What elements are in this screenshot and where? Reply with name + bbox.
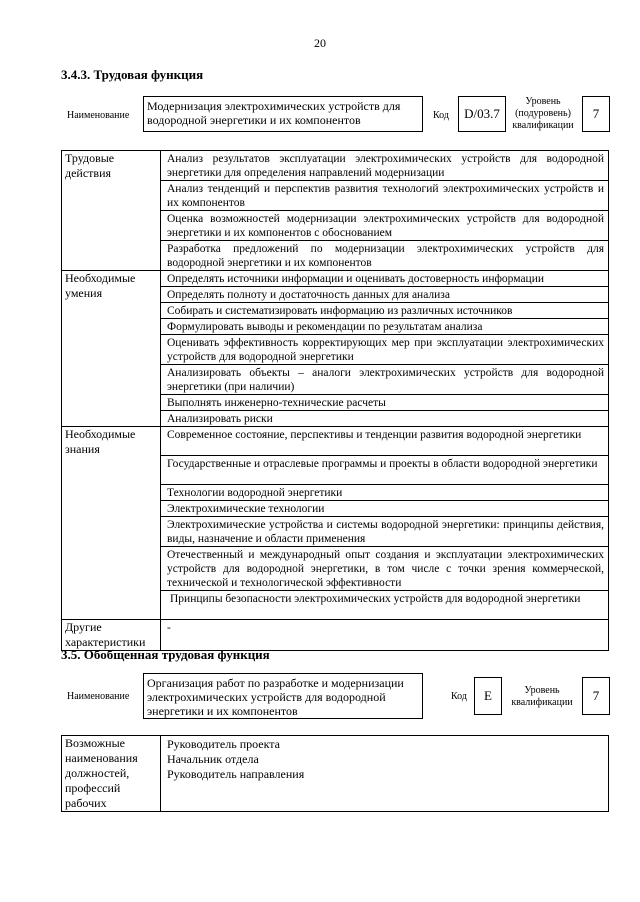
section-heading: 3.5. Обобщенная трудовая функция <box>61 647 270 662</box>
section-heading: 3.4.3. Трудовая функция <box>61 67 204 82</box>
table-cell: Оценивать эффективность корректирующих мер при эксплуатации электрохимических устройств для водородной энергетики <box>161 335 609 365</box>
table-cell: - <box>161 620 609 651</box>
row-label: Возможные наименования должностей, профессий рабочих <box>62 736 161 812</box>
level-label: Уровень квалификации <box>511 685 573 708</box>
name-label: Наименование <box>67 110 130 121</box>
level-label: Уровень (подуровень) квалификации <box>512 96 574 131</box>
table-cell: Разработка предложений по модернизации электрохимических устройств для водородной энергетики и их компонентов <box>161 241 609 271</box>
table-cell: Анализ тенденций и перспектив развития технологий электрохимических устройств и их компонентов <box>161 181 609 211</box>
row-label: Трудовые действия <box>62 151 161 271</box>
function-code: Е <box>474 677 502 715</box>
function-name: Модернизация электрохимических устройств для водородной энергетики и их компонентов <box>143 96 423 132</box>
row-label: Необходимые умения <box>62 271 161 427</box>
level-value: 7 <box>582 96 610 132</box>
positions-table <box>61 735 609 812</box>
table-cell: Электрохимические устройства и системы водородной энергетики: принципы действия, виды, назначение и области применения <box>161 517 609 547</box>
function-table <box>61 150 609 651</box>
code-label: Код <box>451 691 467 702</box>
table-cell: Анализировать риски <box>161 411 609 427</box>
table-cell: Анализ результатов эксплуатации электрохимических устройств для водородной энергетики для определения направлений модернизации <box>161 151 609 181</box>
list-item: Руководитель направления <box>167 767 305 781</box>
table-cell: Анализировать объекты – аналоги электрохимических устройств для водородной энергетики (при наличии) <box>161 365 609 395</box>
table-cell: Определять полноту и достаточность данных для анализа <box>161 287 609 303</box>
table-cell: Государственные и отраслевые программы и проекты в области водородной энергетики <box>161 456 609 485</box>
level-value: 7 <box>582 677 610 715</box>
table-cell: Собирать и систематизировать информацию из различных источников <box>161 303 609 319</box>
table-cell: Технологии водородной энергетики <box>161 485 609 501</box>
row-label: Необходимые знания <box>62 427 161 620</box>
name-label: Наименование <box>67 691 130 702</box>
table-cell: Определять источники информации и оценивать достоверность информации <box>161 271 609 287</box>
page-number: 20 <box>314 36 326 50</box>
table-cell: Формулировать выводы и рекомендации по результатам анализа <box>161 319 609 335</box>
table-cell: Современное состояние, перспективы и тенденции развития водородной энергетики <box>161 427 609 456</box>
table-cell: Электрохимические технологии <box>161 501 609 517</box>
code-label: Код <box>433 110 449 121</box>
list-item: Начальник отдела <box>167 752 259 766</box>
function-code: D/03.7 <box>458 96 506 132</box>
positions-cell <box>161 736 609 812</box>
row-label: Другие характеристики <box>62 620 161 651</box>
function-name: Организация работ по разработке и модернизации электрохимических устройств для водородной энергетики и их компонентов <box>143 673 423 719</box>
table-cell: Принципы безопасности электрохимических устройств для водородной энергетики <box>161 591 609 620</box>
table-cell: Оценка возможностей модернизации электрохимических устройств для водородной энергетики и их компонентов с обоснованием <box>161 211 609 241</box>
table-cell: Отечественный и международный опыт создания и эксплуатации электрохимических устройств для водородной энергетики, в том числе с точки зрения коммерческой, технической и технологической эффективности <box>161 547 609 591</box>
list-item: Руководитель проекта <box>167 737 280 751</box>
table-cell: Выполнять инженерно-технические расчеты <box>161 395 609 411</box>
